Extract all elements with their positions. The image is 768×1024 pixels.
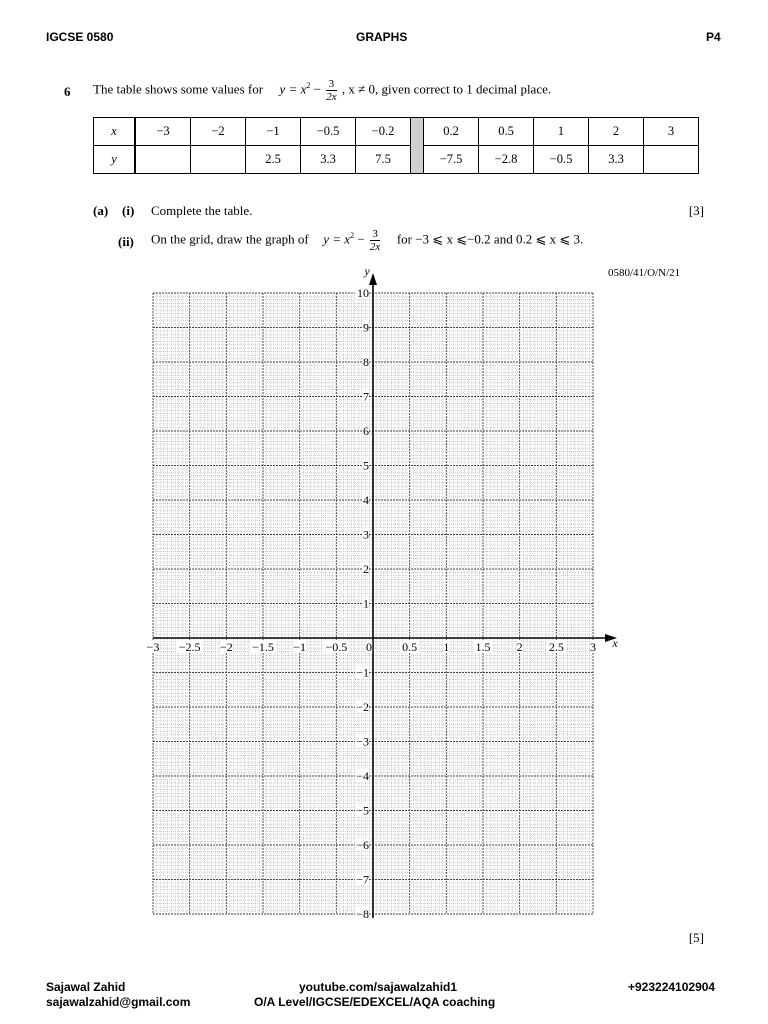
x-axis-label: x [612, 636, 618, 650]
x-tick-label: −2 [219, 640, 233, 654]
footer-email[interactable]: sajawalzahid@gmail.com [46, 995, 191, 1009]
x-tick-label: −3 [146, 640, 160, 654]
equation-tail: , x ≠ 0, given correct to 1 decimal place. [341, 81, 552, 97]
x-tick-label: 1.5 [475, 640, 491, 654]
part-ii-label: (ii) [118, 234, 134, 249]
part-ii-fraction-denominator: 2x [369, 241, 381, 253]
part-ii-range: for −3 ⩽ x ⩽−0.2 and 0.2 ⩽ x ⩽ 3. [396, 231, 584, 247]
footer-name: Sajawal Zahid [46, 980, 126, 994]
x-tick-label: −0.5 [325, 640, 348, 654]
header-left: IGCSE 0580 [46, 30, 114, 44]
y-tick-label: −4 [356, 769, 369, 783]
intro-text: The table shows some values for [93, 81, 264, 97]
tick-labels [147, 264, 619, 921]
part-ii-fraction-numerator: 3 [370, 228, 380, 241]
table-cell: 3.3 [301, 146, 356, 174]
equation-sup: 2 [306, 81, 311, 91]
question-number: 6 [64, 84, 71, 99]
y-tick-label: 9 [363, 320, 369, 335]
y-tick-label: −5 [356, 803, 369, 818]
table-cell: −0.2 [356, 118, 411, 146]
equation-minus: − [310, 81, 321, 97]
table-cell: −3 [135, 118, 191, 146]
table-cell: 3 [644, 118, 699, 146]
y-tick-label: 8 [363, 355, 369, 369]
fraction-numerator: 3 [326, 78, 336, 91]
table-cell: −2.8 [479, 146, 534, 174]
x-tick-label: −2.5 [178, 640, 201, 654]
table-cell: 1 [534, 118, 589, 146]
y-tick-label: 4 [363, 493, 369, 507]
part-i-label: (i) [122, 203, 135, 218]
y-tick-label: 6 [363, 424, 369, 438]
reference-code: 0580/41/O/N/21 [608, 267, 681, 279]
part-a-label: (a) [93, 203, 109, 218]
y-tick-label: −2 [356, 700, 369, 714]
table-cell: −2 [191, 118, 246, 146]
table-cell: −7.5 [424, 146, 479, 174]
part-ii-eq-lhs: y = x [323, 231, 351, 247]
table-cell: −1 [246, 118, 301, 146]
part-i-marks: [3] [688, 203, 704, 218]
table-header-y: y [94, 146, 136, 174]
x-tick-label: 2 [516, 640, 523, 654]
footer-youtube[interactable]: youtube.com/sajawalzahid1 [299, 980, 458, 994]
x-tick-label: 2.5 [548, 640, 564, 654]
y-tick-label: −8 [356, 907, 369, 921]
x-tick-label: 3 [590, 640, 596, 654]
y-tick-label: −3 [356, 734, 369, 749]
y-tick-label: −1 [356, 665, 369, 680]
table-cell: 0.5 [479, 118, 534, 146]
x-tick-label: 0 [366, 640, 372, 654]
x-tick-label: −1.5 [252, 640, 274, 654]
table-cell: −0.5 [301, 118, 356, 146]
y-axis-label: y [364, 264, 370, 278]
y-tick-label: −6 [356, 838, 369, 852]
y-tick-label: 2 [363, 562, 369, 576]
table-cell: 0.2 [424, 118, 479, 146]
table-cell: 2.5 [246, 146, 301, 174]
x-tick-label: 1 [443, 640, 450, 654]
header-center: GRAPHS [356, 30, 408, 44]
y-tick-label: −7 [356, 872, 369, 887]
part-i-text: Complete the table. [151, 203, 253, 218]
x-tick-label: 0.5 [402, 640, 418, 654]
part-ii-eq-minus: − [354, 231, 365, 247]
equation-lhs: y = x [279, 81, 307, 97]
y-tick-label: 1 [363, 596, 369, 611]
x-tick-label: −1 [293, 640, 307, 654]
table-cell: 2 [589, 118, 644, 146]
table-cell: 3.3 [589, 146, 644, 174]
y-tick-label: 10 [357, 286, 369, 300]
y-tick-label: 7 [363, 389, 369, 404]
part-ii-text: On the grid, draw the graph of [151, 231, 309, 247]
y-tick-label: 3 [363, 527, 369, 542]
fraction-denominator: 2x [326, 91, 337, 103]
y-tick-label: 5 [363, 458, 369, 473]
table-header-x: x [94, 118, 136, 146]
header-right: P4 [706, 30, 721, 44]
table-cell: 7.5 [356, 146, 411, 174]
part-ii-eq-sup: 2 [350, 231, 355, 241]
footer-coaching: O/A Level/IGCSE/EDEXCEL/AQA coaching [254, 995, 496, 1009]
footer-phone: +923224102904 [628, 980, 716, 994]
y-axis-arrow [369, 273, 377, 285]
part-ii-marks: [5] [688, 930, 704, 945]
table-cell: −0.5 [534, 146, 589, 174]
